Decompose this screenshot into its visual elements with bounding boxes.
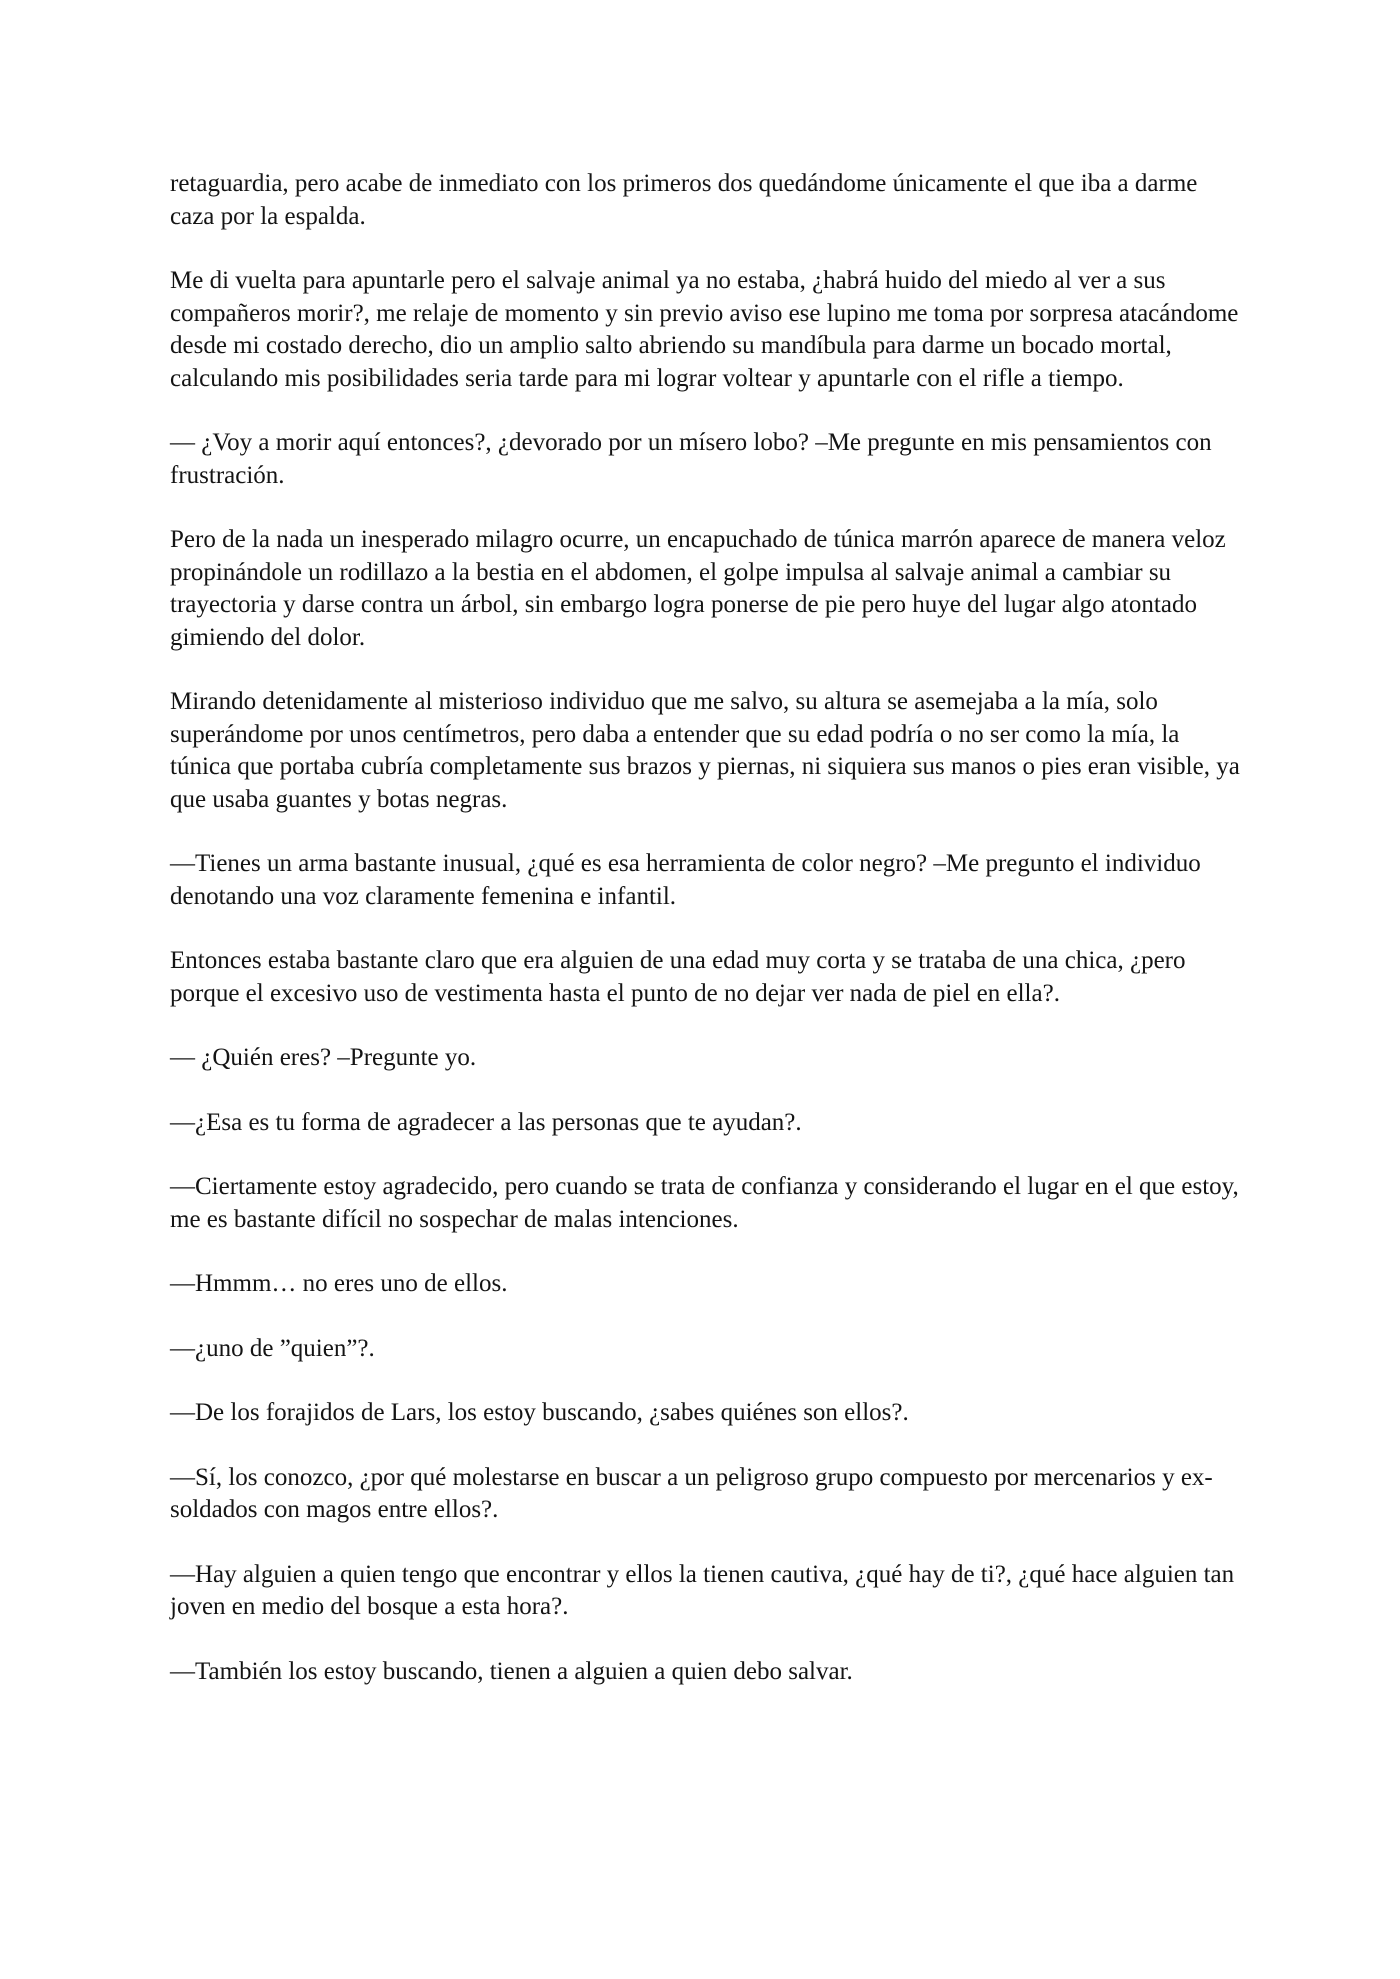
paragraph: — ¿Quién eres? –Pregunte yo. <box>170 1044 477 1071</box>
paragraph: —También los estoy buscando, tienen a alguien a quien debo salvar. <box>170 1657 853 1685</box>
paragraph: —Tienes un arma bastante inusual, ¿qué es esa herramienta de color negro? –Me pregunto el individuo denotando una voz claramente femenina e infantil. <box>170 850 1201 910</box>
paragraph: —De los forajidos de Lars, los estoy buscando, ¿sabes quiénes son ellos?. <box>170 1399 909 1426</box>
paragraph: —Sí, los conozco, ¿por qué molestarse en buscar a un peligroso grupo compuesto por mercenarios y ex-soldados con magos entre ellos?. <box>170 1463 1213 1523</box>
document-body <box>170 168 1240 1720</box>
paragraph: Mirando detenidamente al misterioso individuo que me salvo, su altura se asemejaba a la mía, solo superándome por unos centímetros, pero daba a entender que su edad podría o no ser como la mía, la túnica que portaba cubría completamente sus brazos y piernas, ni siquiera sus manos o pies eran visible, ya que usaba guantes y botas negras. <box>170 688 1240 813</box>
paragraph: — ¿Voy a morir aquí entonces?, ¿devorado por un mísero lobo? –Me pregunte en mis pensamientos con frustración. <box>170 429 1212 489</box>
paragraph: retaguardia, pero acabe de inmediato con los primeros dos quedándome únicamente el que iba a darme caza por la espalda. <box>170 170 1198 230</box>
paragraph: Pero de la nada un inesperado milagro ocurre, un encapuchado de túnica marrón aparece de manera veloz propinándole un rodillazo a la bestia en el abdomen, el golpe impulsa al salvaje animal a cambiar su trayectoria y darse contra un árbol, sin embargo logra ponerse de pie pero huye del lugar algo atontado gimiendo del dolor. <box>170 526 1226 651</box>
paragraph: —Hmmm… no eres uno de ellos. <box>170 1270 508 1297</box>
paragraph: Me di vuelta para apuntarle pero el salvaje animal ya no estaba, ¿habrá huido del miedo al ver a sus compañeros morir?, me relaje de momento y sin previo aviso ese lupino me toma por sorpresa atacándome desde mi costado derecho, dio un amplio salto abriendo su mandíbula para darme un bocado mortal, calculando mis posibilidades seria tarde para mi lograr voltear y apuntarle con el rifle a tiempo. <box>170 267 1239 392</box>
paragraph: Entonces estaba bastante claro que era alguien de una edad muy corta y se trataba de una chica, ¿pero porque el excesivo uso de vestimenta hasta el punto de no dejar ver nada de piel en ella?. <box>170 947 1186 1007</box>
paragraph: —Hay alguien a quien tengo que encontrar y ellos la tienen cautiva, ¿qué hay de ti?, ¿qué hace alguien tan joven en medio del bosque a esta hora?. <box>170 1560 1235 1620</box>
paragraph: —Ciertamente estoy agradecido, pero cuando se trata de confianza y considerando el lugar en el que estoy, me es bastante difícil no sospechar de malas intenciones. <box>170 1173 1239 1233</box>
paragraph: —¿uno de ”quien”?. <box>170 1334 375 1362</box>
paragraph: —¿Esa es tu forma de agradecer a las personas que te ayudan?. <box>170 1108 802 1136</box>
